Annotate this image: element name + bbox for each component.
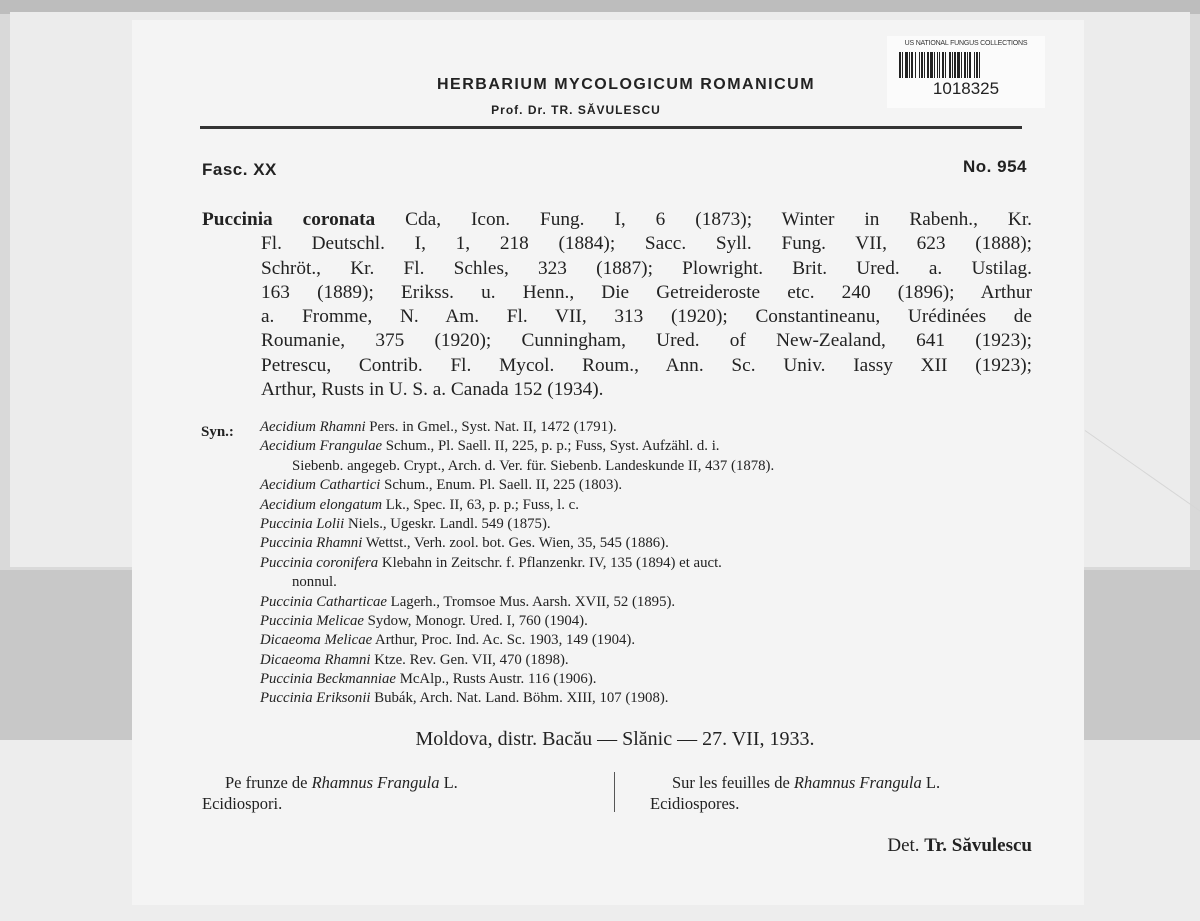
bibliography-line: Arthur, Rusts in U. S. a. Canada 152 (1934). [261,379,604,401]
herbarium-title: HERBARIUM MYCOLOGICUM ROMANICUM [436,76,816,93]
synonym-entry: Dicaeoma Rhamni Ktze. Rev. Gen. VII, 470 (1898). [260,651,569,668]
background-left-panel [0,570,135,742]
barcode-label [887,36,1045,108]
bibliography-line: Schröt., Kr. Fl. Schles, 323 (1887); Plowright. Brit. Ured. a. Ustilag. [261,257,1032,279]
herbarium-subtitle: Prof. Dr. TR. SĂVULESCU [491,103,661,117]
synonym-entry: Aecidium Frangulae Schum., Pl. Saell. II, 225, p. p.; Fuss, Syst. Aufzähl. d. i. [260,438,720,455]
host-french: Sur les feuilles de Rhamnus Frangula L. Ecidiospores. [650,773,941,813]
synonym-entry: Puccinia coronifera Klebahn in Zeitschr. f. Pflanzenkr. IV, 135 (1894) et auct. [260,554,722,571]
bibliography-line: Fl. Deutschl. I, 1, 218 (1884); Sacc. Syll. Fung. VII, 623 (1888); [261,233,1032,255]
exsiccata-number: No. 954 [963,157,1027,176]
determiner: Det. Tr. Săvulescu [887,835,1032,856]
bibliography-line: Puccinia coronata Cda, Icon. Fung. I, 6 (1873); Winter in Rabenh., Kr. [202,209,1032,230]
host-romanian: Pe frunze de Rhamnus Frangula L. Ecidiospori. [202,773,458,813]
synonym-entry: Puccinia Catharticae Lagerh., Tromsoe Mus. Aarsh. XVII, 52 (1895). [260,593,676,610]
synonym-entry: nonnul. [292,574,337,591]
synonym-entry: Puccinia Beckmanniae McAlp., Rusts Austr. 116 (1906). [260,671,597,688]
barcode-number: 1018325 [932,79,1000,98]
species-name: Puccinia coronata [202,209,376,230]
fascicle-number: Fasc. XX [202,160,277,179]
synonym-entry: Aecidium elongatum Lk., Spec. II, 63, p. p.; Fuss, l. c. [260,496,579,513]
barcode-icon [899,52,1033,78]
header-divider [200,126,1022,129]
bibliography-line: Roumanie, 375 (1920); Cunningham, Ured. of New-Zealand, 641 (1923); [261,330,1032,352]
synonym-entry: Puccinia Melicae Sydow, Monogr. Ured. I, 760 (1904). [260,612,588,629]
synonym-entry: Puccinia Eriksonii Bubák, Arch. Nat. Land. Böhm. XIII, 107 (1908). [260,690,669,707]
bibliography-line: 163 (1889); Erikss. u. Henn., Die Getreideroste etc. 240 (1896); Arthur [261,281,1032,303]
bibliography-line: Petrescu, Contrib. Fl. Mycol. Roum., Ann. Sc. Univ. Iassy XII (1923); [261,354,1032,376]
synonym-entry: Aecidium Cathartici Schum., Enum. Pl. Saell. II, 225 (1803). [260,477,623,494]
synonym-entry: Puccinia Lolii Niels., Ugeskr. Landl. 549 (1875). [260,515,551,532]
barcode-header: US NATIONAL FUNGUS COLLECTIONS [904,40,1028,47]
synonym-entry: Aecidium Rhamni Pers. in Gmel., Syst. Nat. II, 1472 (1791). [260,419,617,435]
column-divider [614,772,615,812]
synonym-list [260,418,1035,709]
bibliography [202,208,1032,402]
synonym-entry: Puccinia Rhamni Wettst., Verh. zool. bot. Ges. Wien, 35, 545 (1886). [260,535,669,552]
bibliography-line: a. Fromme, N. Am. Fl. VII, 313 (1920); Constantineanu, Urédinées de [261,306,1032,328]
synonym-entry: Siebenb. angegeb. Crypt., Arch. d. Ver. für. Siebenb. Landeskunde II, 437 (1878). [292,457,775,474]
background-right-panel [1080,570,1200,742]
collection-locality: Moldova, distr. Bacău — Slănic — 27. VII, 1933. [415,728,815,750]
synonyms-label: Syn.: [201,424,234,440]
synonym-entry: Dicaeoma Melicae Arthur, Proc. Ind. Ac. Sc. 1903, 149 (1904). [260,632,636,649]
